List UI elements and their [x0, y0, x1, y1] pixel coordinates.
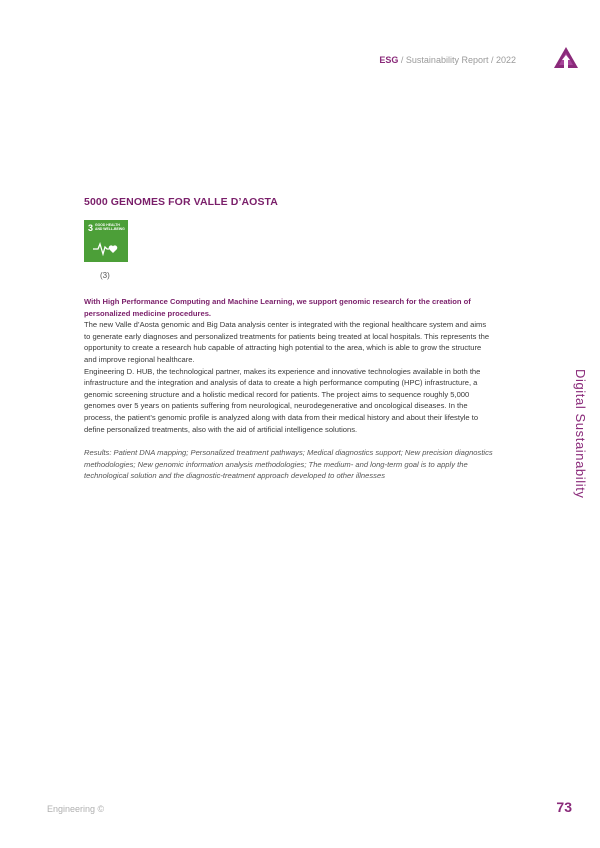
page-number: 73 [556, 799, 572, 815]
body-paragraph-2: Engineering D. HUB, the technological partner, makes its experience and innovative technologies available in both the infrastructure and the integration and analysis of data to create a high performance computing (HPC) infrastructure, a genomic screening structure and a holistic medical record for patients. The project aims to sequence roughly 5,000 genomes over 5 years on patients suffering from neurological, neurodegenerative and oncological diseases. In the process, the patient’s genomic profile is analyzed along with data from their medical history and about their lifestyle to define personalized treatments, also with the aid of artificial intelligence solutions. [84, 366, 481, 434]
sdg-goal-3-badge [84, 220, 128, 262]
engineering-logo-icon [553, 46, 579, 72]
header-esg-label: ESG [379, 55, 399, 65]
sdg-caption: (3) [100, 271, 110, 280]
footer-brand: Engineering © [47, 804, 105, 814]
article-body [84, 296, 494, 482]
header-report-label: / Sustainability Report / 2022 [400, 55, 516, 65]
section-title: 5000 GENOMES FOR VALLE D’AOSTA [84, 196, 278, 208]
heartbeat-heart-icon [92, 240, 120, 256]
sdg-number: 3 [88, 223, 94, 233]
sdg-label-line1: GOOD HEALTH [95, 223, 120, 227]
report-header [379, 55, 516, 65]
lead-paragraph: With High Performance Computing and Machine Learning, we support genomic research for the creation of personalized medicine procedures. [84, 297, 471, 318]
sdg-label [95, 223, 125, 231]
results-paragraph: Results: Patient DNA mapping; Personalized treatment pathways; Medical diagnostics support; New precision diagnostics methodologies; New genomic information analysis methodologies; The medium- and long-term goal is to apply the technological solution and the diagnostic-treatment approach developed to other illnesses [84, 448, 493, 481]
side-section-label: Digital Sustainability [573, 369, 588, 499]
body-paragraph-1: The new Valle d’Aosta genomic and Big Data analysis center is integrated with the regional healthcare system and aims to generate early diagnoses and personalized treatments for patients being treated at local hospitals. This represents the opportunity to create a research hub capable of attracting high potential to the area, which is able to grow the structure and improve regional healthcare. [84, 320, 490, 364]
sdg-label-line2: AND WELL-BEING [95, 227, 125, 231]
